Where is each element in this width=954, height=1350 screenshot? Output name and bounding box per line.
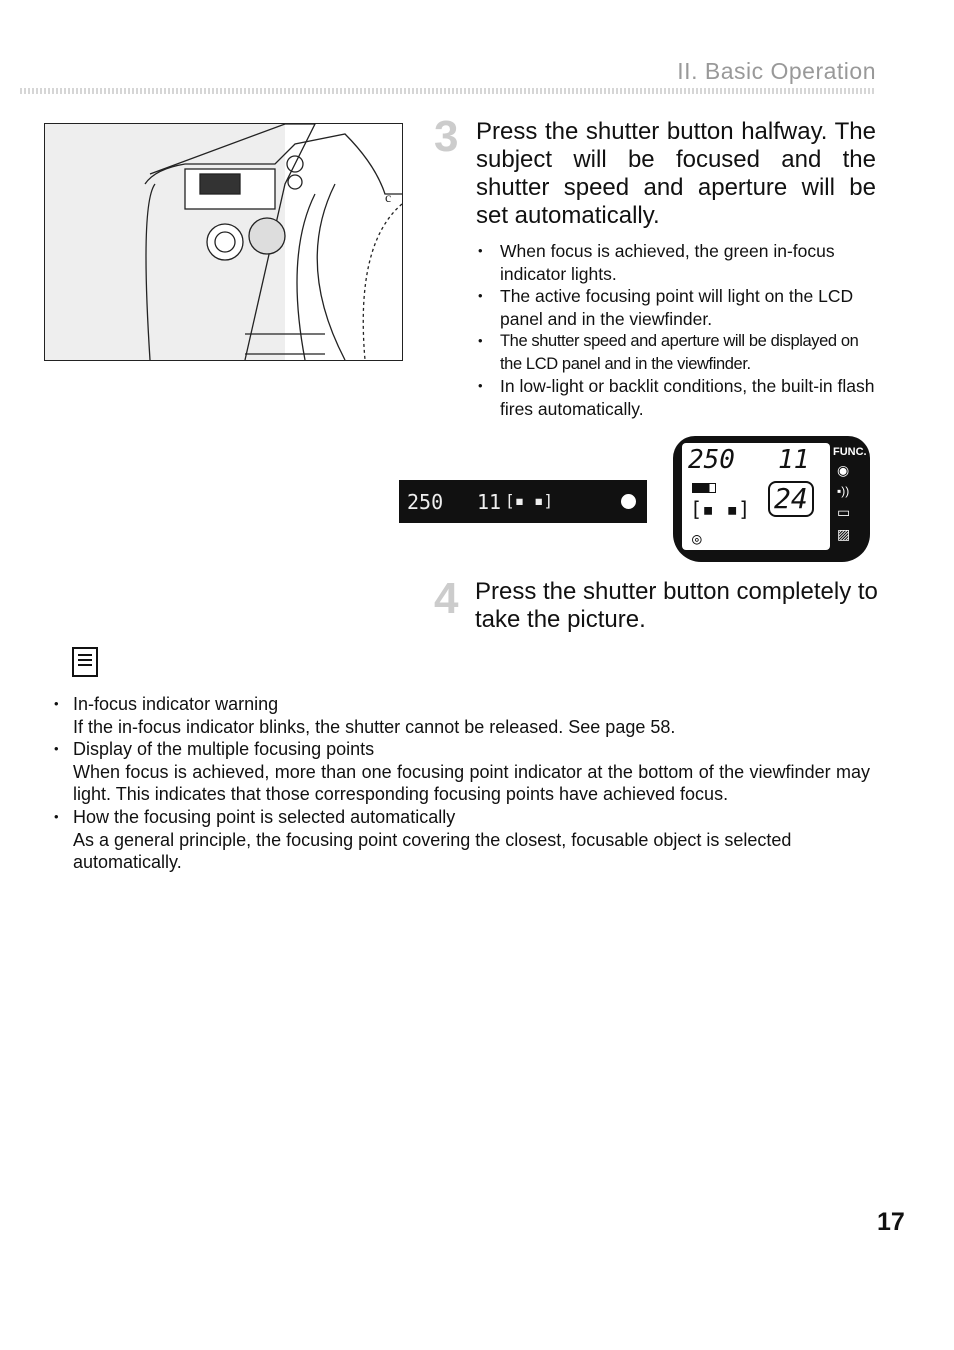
lcd-panel [673, 436, 870, 562]
header-rule [20, 88, 876, 94]
battery-icon [692, 483, 716, 493]
step-3-bullets [478, 240, 875, 420]
multi-exposure-icon: ▨ [837, 526, 851, 542]
func-label: FUNC. [833, 446, 867, 458]
viewfinder-display [399, 480, 647, 523]
notes-section [54, 693, 870, 874]
vf-shutter-speed: 250 [407, 490, 444, 514]
step-4-number: 4 [434, 574, 459, 623]
bullet-item: • The shutter speed and aperture will be displayed on the LCD panel and in the viewfinder. [478, 330, 875, 375]
note-body: As a general principle, the focusing point covering the closest, focusable object is selected automatically. [73, 829, 792, 873]
focus-mode-icon: ◎ [692, 529, 702, 548]
lcd-shutter-speed: 250 [688, 445, 735, 475]
in-focus-indicator-icon [621, 494, 636, 509]
note-title: • How the focusing point is selected automatically [54, 806, 870, 829]
note-title: • Display of the multiple focusing points [54, 738, 870, 761]
lcd-screen [682, 443, 830, 550]
red-eye-icon: ◉ [837, 462, 850, 478]
step-3-number: 3 [434, 112, 459, 161]
step-3-title: Press the shutter button halfway. The subject will be focused and the shutter speed and aperture will be set automatically. [476, 118, 876, 229]
camera-illustration [44, 123, 403, 361]
note-title: • In-focus indicator warning [54, 693, 870, 716]
vf-focus-points-icon: [▪ ▪] [505, 491, 554, 510]
lcd-frame-counter: 24 [768, 481, 814, 517]
lcd-aperture: 11 [778, 445, 810, 475]
bullet-item: • In low-light or backlit conditions, the built-in flash fires automatically. [478, 375, 875, 420]
note-body: If the in-focus indicator blinks, the shutter cannot be released. See page 58. [73, 716, 676, 737]
memo-icon [72, 647, 98, 677]
lcd-focus-points-icon: [▪ ▪] [690, 497, 751, 521]
beeper-icon: ▪)) [837, 484, 850, 498]
note-body: When focus is achieved, more than one focusing point indicator at the bottom of the viewfinder may light. This indicates that those corresponding focusing points have achieved focus. [73, 761, 870, 805]
bullet-item: • When focus is achieved, the green in-focus indicator lights. [478, 240, 875, 285]
vf-aperture: 11 [477, 490, 502, 514]
bullet-item: • The active focusing point will light on the LCD panel and in the viewfinder. [478, 285, 875, 330]
svg-text:c: c [385, 191, 392, 206]
step-4-title: Press the shutter button completely to take the picture. [475, 578, 878, 633]
section-header: II. Basic Operation [677, 58, 876, 84]
page-number: 17 [877, 1208, 905, 1236]
drive-mode-icon: ▭ [837, 504, 851, 520]
